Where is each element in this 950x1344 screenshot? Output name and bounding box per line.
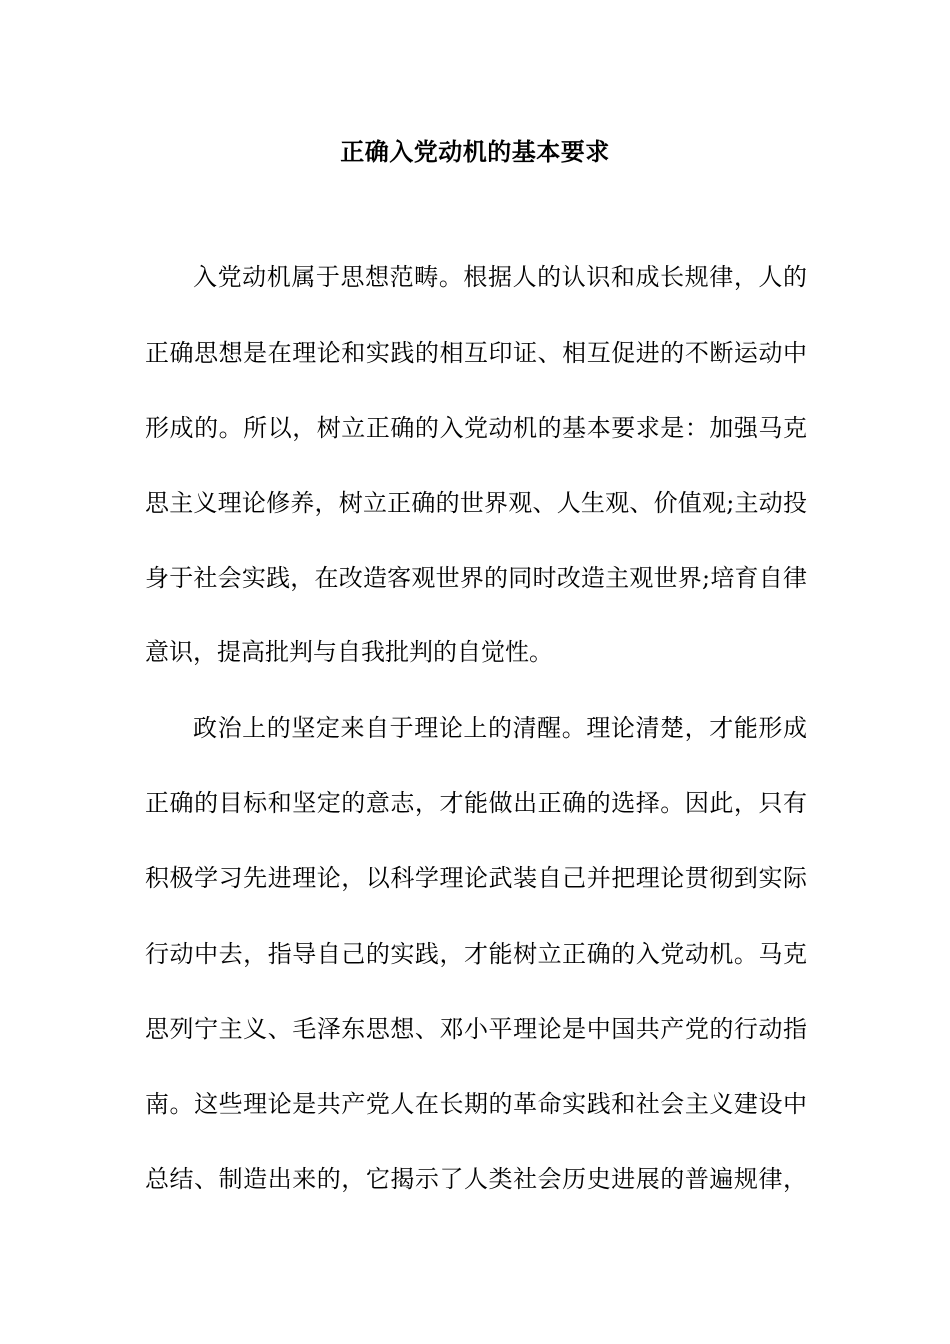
paragraph-1-line-1: 入党动机属于思想范畴。根据人的认识和成长规律，人的 <box>193 263 807 291</box>
paragraph-1-line-6: 意识，提高批判与自我批判的自觉性。 <box>145 638 553 666</box>
paragraph-2-line-2: 正确的目标和坚定的意志，才能做出正确的选择。因此，只有 <box>145 789 807 817</box>
paragraph-2-line-3: 积极学习先进理论，以科学理论武装自己并把理论贯彻到实际 <box>145 864 807 892</box>
paragraph-2-line-5: 思列宁主义、毛泽东思想、邓小平理论是中国共产党的行动指 <box>145 1015 807 1043</box>
paragraph-1-line-3: 形成的。所以，树立正确的入党动机的基本要求是：加强马克 <box>145 414 807 442</box>
document-title: 正确入党动机的基本要求 <box>340 137 610 166</box>
paragraph-2-line-4: 行动中去，指导自己的实践，才能树立正确的入党动机。马克 <box>145 940 807 968</box>
paragraph-2-line-1: 政治上的坚定来自于理论上的清醒。理论清楚，才能形成 <box>193 714 807 742</box>
paragraph-1-line-2: 正确思想是在理论和实践的相互印证、相互促进的不断运动中 <box>145 339 807 367</box>
paragraph-1-line-5: 身于社会实践，在改造客观世界的同时改造主观世界;培育自律 <box>145 564 807 592</box>
paragraph-2-line-7: 总结、制造出来的，它揭示了人类社会历史进展的普遍规律， <box>145 1165 807 1193</box>
paragraph-1-line-4: 思主义理论修养，树立正确的世界观、人生观、价值观;主动投 <box>145 489 807 517</box>
paragraph-2-line-6: 南。这些理论是共产党人在长期的革命实践和社会主义建设中 <box>145 1090 807 1118</box>
